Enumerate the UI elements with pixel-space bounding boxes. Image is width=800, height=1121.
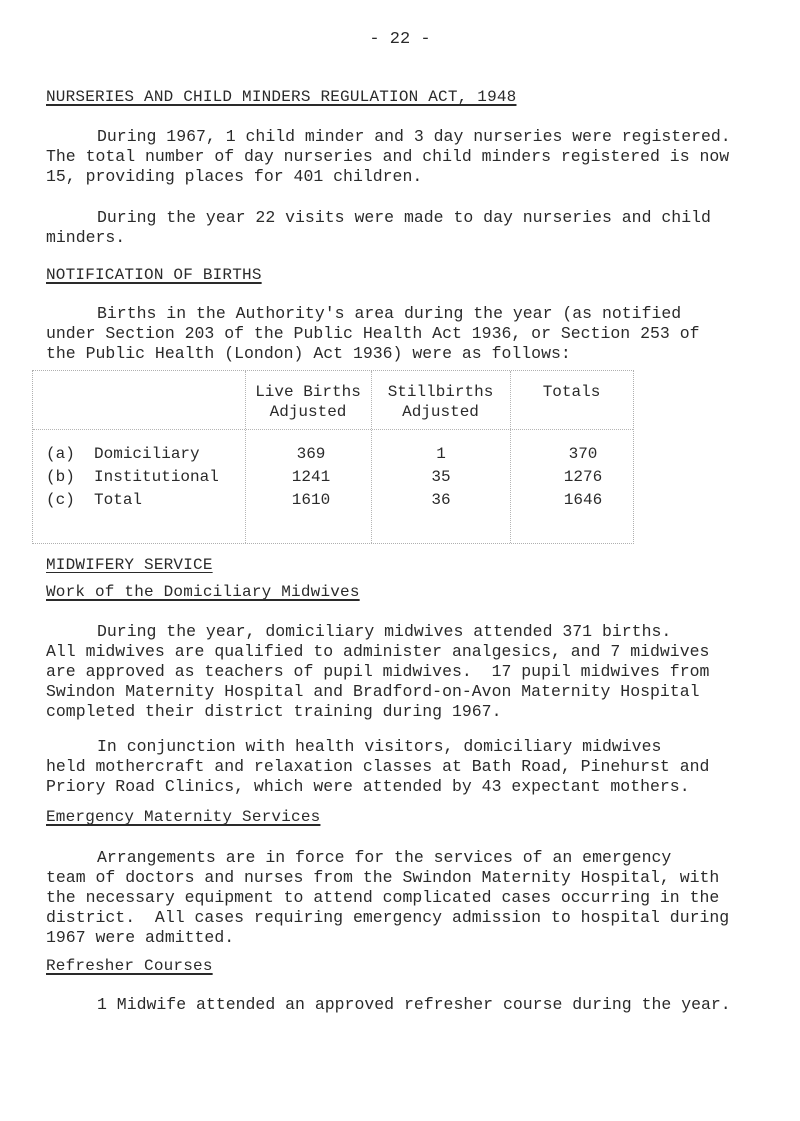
cell-value: 1241 [291,468,331,486]
page-number: - 22 - [369,30,431,49]
cell-value: 35 [431,468,451,486]
text-line: Arrangements are in force for the services of an emergency [97,848,672,867]
text-line: the Public Health (London) Act 1936) were as follows: [46,344,571,363]
column-header-live-births: Live Births Adjusted [255,383,361,421]
text-line: team of doctors and nurses from the Swindon Maternity Hospital, with [46,868,720,887]
column-header-totals: Totals [542,383,601,401]
text-line: 1967 were admitted. [46,928,235,947]
cell-value: 1610 [291,491,331,509]
text-line: 1 Midwife attended an approved refresher course during the year. [97,995,731,1014]
text-line: During the year 22 visits were made to day nurseries and child [97,208,711,227]
text-line: Swindon Maternity Hospital and Bradford-on-Avon Maternity Hospital [46,682,700,701]
cell-value: 369 [296,445,326,463]
text-line: All midwives are qualified to administer analgesics, and 7 midwives [46,642,710,661]
text-line: During the year, domiciliary midwives attended 371 births. [97,622,672,641]
cell-value: 36 [431,491,451,509]
text-line: minders. [46,228,126,247]
text-line: held mothercraft and relaxation classes at Bath Road, Pinehurst and [46,757,710,776]
midwifery-paragraph-1 [46,622,766,722]
text-line: completed their district training during 1967. [46,702,502,721]
emergency-paragraph [46,848,766,948]
text-line: under Section 203 of the Public Health Act 1936, or Section 253 of [46,324,700,343]
text-line: In conjunction with health visitors, domiciliary midwives [97,737,662,756]
refresher-heading: Refresher Courses [46,957,213,975]
refresher-paragraph [46,995,766,1015]
text-line: Births in the Authority's area during the year (as notified [97,304,682,323]
midwifery-heading: MIDWIFERY SERVICE [46,556,213,574]
row-label-domiciliary: (a) Domiciliary [46,445,200,463]
row-label-total: (c) Total [46,491,143,509]
midwifery-subheading: Work of the Domiciliary Midwives [46,583,360,601]
column-header-stillbirths: Stillbirths Adjusted [387,383,494,421]
births-table [32,370,634,544]
emergency-heading: Emergency Maternity Services [46,808,321,826]
text-line: Priory Road Clinics, which were attended by 43 expectant mothers. [46,777,690,796]
row-label-institutional: (b) Institutional [46,468,219,486]
header-divider [33,429,633,430]
births-heading: NOTIFICATION OF BIRTHS [46,266,262,284]
text-line: The total number of day nurseries and child minders registered is now [46,147,730,166]
cell-value: 370 [568,445,598,463]
text-line: 15, providing places for 401 children. [46,167,423,186]
births-paragraph [46,304,766,364]
text-line: district. All cases requiring emergency admission to hospital during [46,908,730,927]
midwifery-paragraph-2 [46,737,766,797]
cell-value: 1 [436,445,446,463]
nurseries-paragraph-2 [46,208,766,248]
text-line: the necessary equipment to attend complicated cases occurring in the [46,888,720,907]
text-line: During 1967, 1 child minder and 3 day nurseries were registered. [97,127,731,146]
nurseries-paragraph-1 [46,127,766,187]
cell-value: 1276 [563,468,603,486]
text-line: are approved as teachers of pupil midwives. 17 pupil midwives from [46,662,710,681]
cell-value: 1646 [563,491,603,509]
nurseries-heading: NURSERIES AND CHILD MINDERS REGULATION ACT, 1948 [46,88,517,106]
